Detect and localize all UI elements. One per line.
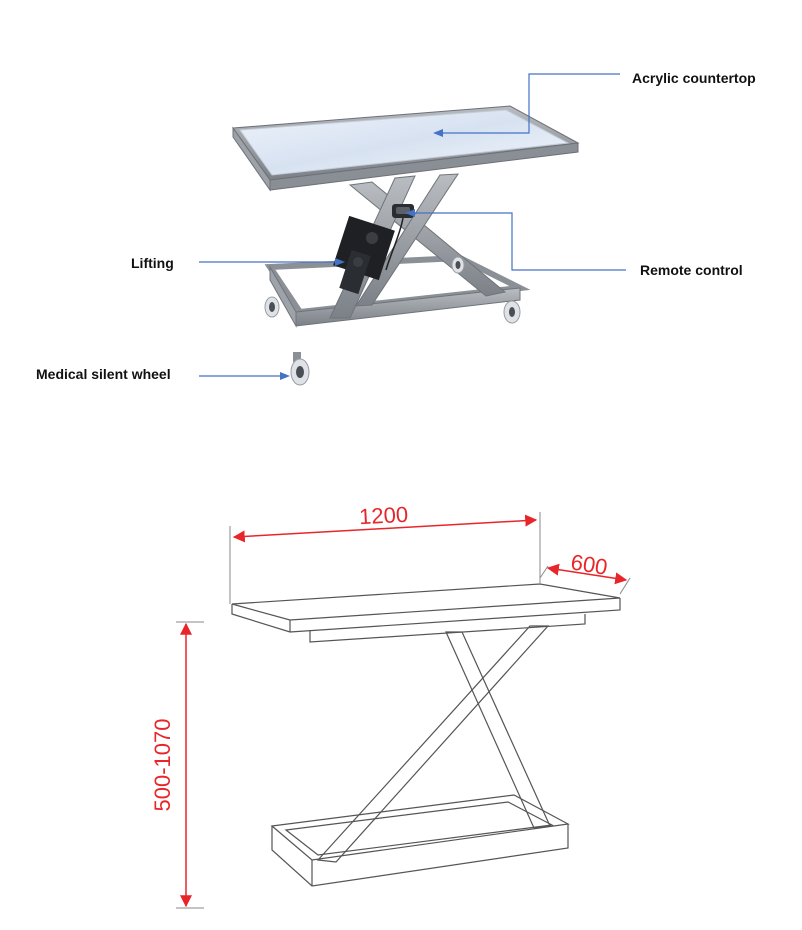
arrowhead-icon <box>280 372 290 380</box>
dimension-label-height: 500-1070 <box>150 718 175 812</box>
drawing-scissor-lift <box>318 626 550 862</box>
callout-acrylic-countertop: Acrylic countertop <box>632 70 756 86</box>
callout-remote-control: Remote control <box>640 262 743 278</box>
wheel-icon <box>291 352 309 385</box>
wheel-icon <box>504 301 520 323</box>
dimension-drawing <box>0 420 802 930</box>
drawing-base-frame <box>272 795 568 886</box>
wheel-icon <box>265 297 279 317</box>
product-photo <box>0 0 802 420</box>
dimension-label-width: 600 <box>569 549 610 580</box>
drawing-table-top <box>232 584 620 642</box>
callout-medical-silent-wheel: Medical silent wheel <box>36 366 171 382</box>
dimension-label-length: 1200 <box>358 501 409 530</box>
wheel-icon <box>452 257 464 273</box>
callout-lifting: Lifting <box>131 255 174 271</box>
